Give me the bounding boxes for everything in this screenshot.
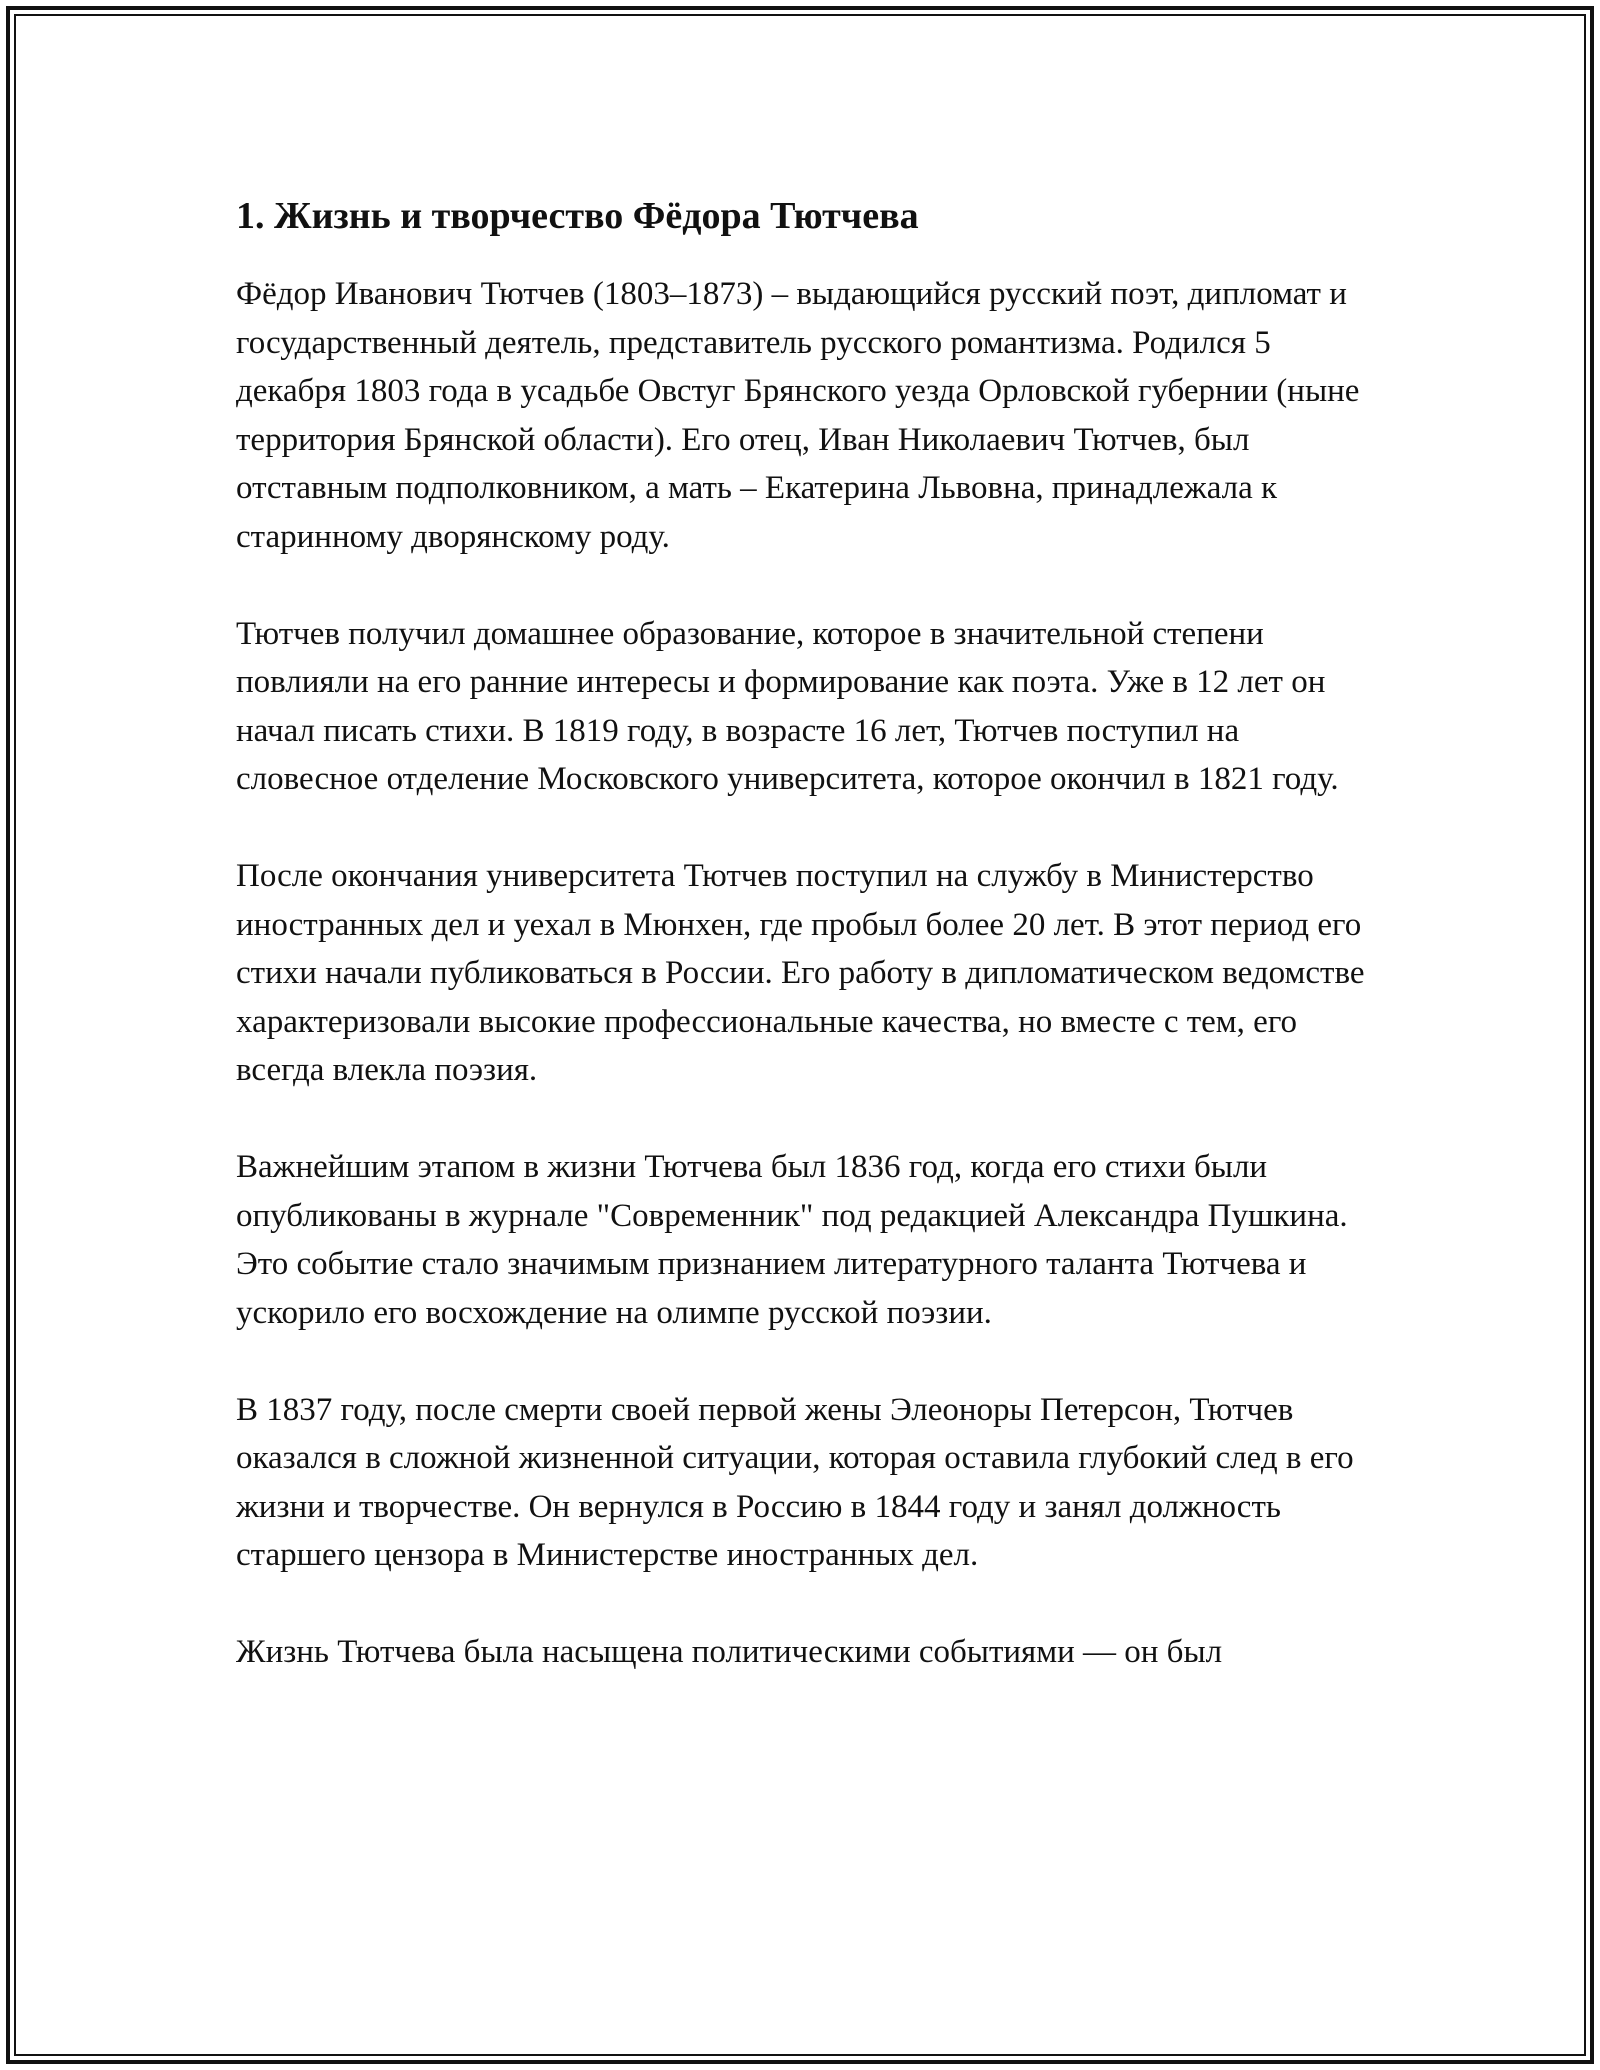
paragraph-biography-intro: Фёдор Иванович Тютчев (1803–1873) – выдающийся русский поэт, дипломат и государственный деятель, представитель русского романтизма. Родился 5 декабря 1803 года в усадьбе Овстуг Брянского уезда Орловской губернии (ныне территория Брянской области). Его отец, Иван Николаевич Тютчев, был отставным подполковником, а мать – Екатерина Львовна, принадлежала к старинному дворянскому роду. (236, 276, 1360, 555)
paragraph-political-life: Жизнь Тютчева была насыщена политическими событиями — он был (236, 1634, 1223, 1670)
paragraph-return-to-russia: В 1837 году, после смерти своей первой жены Элеоноры Петерсон, Тютчев оказался в сложной жизненной ситуации, которая оставила глубокий след в его жизни и творчестве. Он вернулся в Россию в 1844 году и занял должность старшего цензора в Министерстве иностранных дел. (236, 1391, 1354, 1573)
paragraph-diplomatic-service: После окончания университета Тютчев поступил на службу в Министерство иностранных дел и уехал в Мюнхен, где пробыл более 20 лет. В этот период его стихи начали публиковаться в России. Его работу в дипломатическом ведомстве характеризовали высокие профессиональные качества, но вместе с тем, его всегда влекла поэзия. (236, 858, 1365, 1088)
section-heading: 1. Жизнь и творчество Фёдора Тютчева (236, 195, 919, 237)
document-body (236, 180, 1366, 1677)
paragraph-sovremennik: Важнейшим этапом в жизни Тютчева был 1836 год, когда его стихи были опубликованы в журнале "Современник" под редакцией Александра Пушкина. Это событие стало значимым признанием литературного таланта Тютчева и ускорило его восхождение на олимпе русской поэзии. (236, 1149, 1348, 1331)
paragraph-education: Тютчев получил домашнее образование, которое в значительной степени повлияли на его ранние интересы и формирование как поэта. Уже в 12 лет он начал писать стихи. В 1819 году, в возрасте 16 лет, Тютчев поступил на словесное отделение Московского университета, которое окончил в 1821 году. (236, 615, 1339, 797)
